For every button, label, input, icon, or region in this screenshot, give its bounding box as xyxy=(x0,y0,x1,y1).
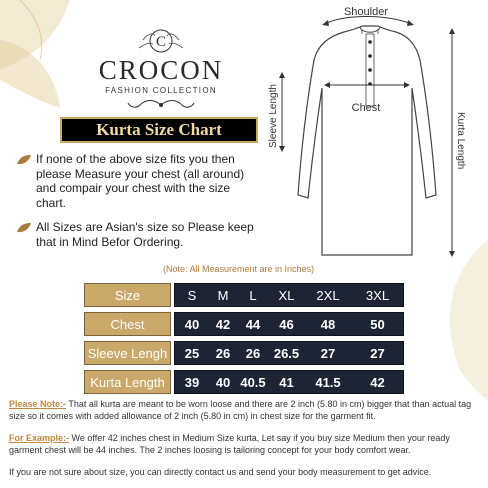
table-cell: 26 xyxy=(215,345,231,361)
monogram-letter: C xyxy=(155,34,167,50)
chest-label: Chest xyxy=(351,102,381,114)
note-item xyxy=(14,220,260,249)
table-cell: 26 xyxy=(245,345,261,361)
brand-name: CROCON xyxy=(98,55,224,85)
table-cell: 42 xyxy=(215,316,231,332)
kurta-length-label: Kurta Length xyxy=(455,112,466,170)
table-row-sleeve xyxy=(84,341,404,365)
row-label: Chest xyxy=(84,312,171,336)
leaf-bullet-icon xyxy=(16,222,32,234)
example-paragraph xyxy=(9,433,483,456)
table-cell: 41.5 xyxy=(315,374,341,390)
note-text: All Sizes are Asian's size so Please keep that in Mind Befor Ordering. xyxy=(36,220,254,249)
contact-paragraph: If you are not sure about size, you can directly contact us and send your body measurement to get advice. xyxy=(9,467,432,477)
table-header-row xyxy=(84,283,404,307)
note-text: If none of the above size fits you then please Measure your chest (all around) and compair your chest with the size chart. xyxy=(36,152,245,210)
sleeve-length-label: Sleeve Length xyxy=(268,84,279,148)
table-cell: 25 xyxy=(184,345,200,361)
note-item xyxy=(14,152,260,210)
size-header-cell: 3XL xyxy=(365,287,390,303)
table-cell: 46 xyxy=(279,316,294,332)
table-cell: 26.5 xyxy=(273,345,300,361)
please-note-text: That all kurta are meant to be worn loose and there are 2 inch (5.80 in cm) bigger that than actual tag size so it comes with added allowance of 2 inch (5.80 in cm) in chest size for the garment fit. xyxy=(9,399,472,421)
table-cell: 44 xyxy=(245,316,261,332)
page-title: Kurta Size Chart xyxy=(60,117,258,143)
table-cell: 48 xyxy=(320,316,336,332)
table-caption: (Note: All Measurement are in Inches) xyxy=(163,264,315,274)
table-cell: 40 xyxy=(184,316,200,332)
please-note-label: Please Note:- xyxy=(9,399,67,409)
table-cell: 27 xyxy=(370,345,385,361)
table-cell: 41 xyxy=(279,374,294,390)
kurta-diagram xyxy=(266,0,488,268)
leaf-bullet-icon xyxy=(16,154,32,166)
notes-list xyxy=(14,152,260,259)
size-header-cell: S xyxy=(187,287,197,303)
example-label: For Example:- xyxy=(9,433,70,443)
shoulder-label: Shoulder xyxy=(343,6,389,18)
table-cell: 42 xyxy=(370,374,385,390)
size-table xyxy=(84,283,404,399)
gold-leaf-decoration xyxy=(0,0,90,110)
example-text: We offer 42 inches chest in Medium Size kurta, Let say if you buy size Medium then your ready garment chest will be 44 inches. The 2 inches loosing is tailoring concept for your body comfort wear. xyxy=(9,433,450,455)
flourish-icon xyxy=(126,97,196,113)
table-row-kurta-length xyxy=(84,370,404,394)
size-header-cell: L xyxy=(249,287,257,303)
size-header-cell: 2XL xyxy=(316,287,340,303)
row-label: Kurta Length xyxy=(84,370,171,394)
table-cell: 40.5 xyxy=(240,374,266,390)
table-cell: 50 xyxy=(370,316,385,332)
size-header-cell: XL xyxy=(278,287,295,303)
table-cell: 40 xyxy=(215,374,231,390)
size-header-cell: M xyxy=(217,287,229,303)
size-header-label: Size xyxy=(84,283,171,307)
monogram-icon xyxy=(131,26,191,56)
row-label: Sleeve Lengh xyxy=(84,341,171,365)
brand-subtitle: FASHION COLLECTION xyxy=(105,86,217,95)
table-cell: 39 xyxy=(184,374,200,390)
table-cell: 27 xyxy=(320,345,336,361)
please-note-paragraph xyxy=(9,399,483,422)
brand-logo xyxy=(86,26,236,113)
table-row-chest xyxy=(84,312,404,336)
